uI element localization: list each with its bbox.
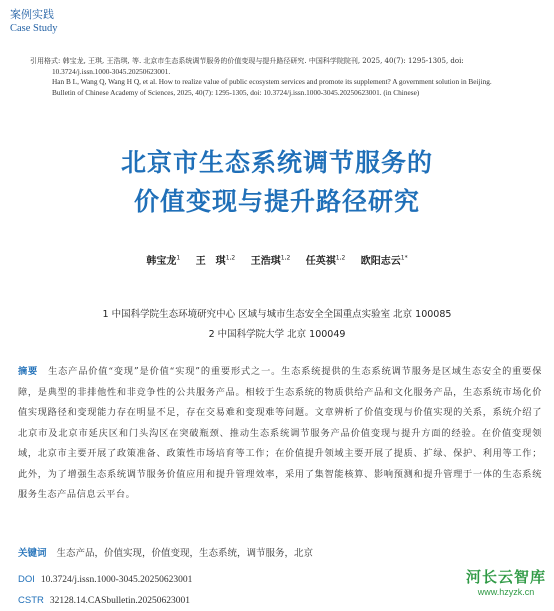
keywords-text: 生态产品，价值实现，价值变现，生态系统，调节服务，北京 bbox=[56, 548, 314, 559]
article-title-line1: 北京市生态系统调节服务的 bbox=[120, 148, 433, 177]
watermark-text: 河长云智库 bbox=[465, 568, 546, 586]
doi-line bbox=[18, 574, 192, 585]
author-affiliation-mark: 1,2 bbox=[225, 254, 236, 262]
citation-label: 引用格式: bbox=[30, 57, 61, 65]
keywords bbox=[18, 545, 313, 559]
author-name: 欧阳志云 bbox=[360, 256, 401, 267]
watermark bbox=[466, 566, 546, 597]
citation-cn-text: 韩宝龙, 王琪, 王浩琪, 等. 北京市生态系统调节服务的价值变现与提升路径研究. 中国科学院院刊, 2025, 40(7): 1295-1305, doi: bbox=[62, 57, 464, 65]
author bbox=[306, 256, 346, 267]
citation-en-line2: Bulletin of Chinese Academy of Sciences, 2025, 40(7): 1295-1305, doi: 10.3724/j.issn.1000-3045.20250623001. (in Chinese) bbox=[52, 87, 420, 97]
author bbox=[146, 256, 180, 267]
author-affiliation-mark: 1,2 bbox=[280, 254, 291, 262]
cstr-value: 32128.14.CASbulletin.20250623001 bbox=[49, 596, 191, 606]
citation-block bbox=[30, 56, 550, 98]
doi-label: DOI bbox=[18, 574, 35, 585]
author-name: 韩宝龙 bbox=[146, 256, 177, 267]
article-title-line2: 价值变现与提升路径研究 bbox=[133, 187, 420, 216]
author bbox=[196, 256, 236, 267]
author-name: 王 琪 bbox=[195, 256, 226, 267]
doi-value[interactable]: 10.3724/j.issn.1000-3045.20250623001 bbox=[40, 575, 193, 585]
abstract-heading: 摘要 bbox=[18, 366, 39, 377]
author-name: 任英祺 bbox=[305, 256, 336, 267]
citation-cn-doi: 10.3724/j.issn.1000-3045.20250623001. bbox=[52, 66, 171, 76]
section-label-en: Case Study bbox=[10, 23, 58, 34]
author-affiliation-mark: 1 bbox=[176, 254, 181, 262]
author bbox=[251, 256, 291, 267]
section-label-cn: 案例实践 bbox=[10, 8, 54, 21]
keywords-heading: 关键词 bbox=[18, 548, 47, 559]
abstract-text: 生态产品价值“变现”是价值“实现”的重要形式之一。生态系统提供的生态系统调节服务是区域生态安全的重要保障，是典型的非排他性和非竞争性的公共服务产品。相较于生态系统的物质供给产品和文化服务产品，生态系统市场化价值实现路径和变现能力存在明显不足，存在交易难和变现难等问题。文章辨析了价值变现与价值实现的关系，系统介绍了北京市及北京市延庆区和门头沟区在突破瓶颈、推动生态系统调节服务产品价值变现与提升方面的经验。在价值变现领域，北京市主要开展了政策准备、政策性市场培育等工作；在价值提升领域主要开展了提质、扩绿、保护、利用等工作；此外，为了增强生态系统调节服务价值应用和提升管理效率，采用了集智能核算、影响预测和提升管理于一体的生态系统服务生态产品信息云平台。 bbox=[18, 366, 543, 500]
abstract bbox=[18, 362, 542, 506]
author-name: 王浩琪 bbox=[250, 256, 281, 267]
author-list bbox=[0, 252, 554, 267]
cstr-line bbox=[18, 595, 190, 606]
author bbox=[361, 256, 408, 267]
cstr-label: CSTR bbox=[18, 595, 44, 606]
affiliation-1: 1 中国科学院生态环境研究中心 区域与城市生态安全全国重点实验室 北京 100085 bbox=[102, 309, 452, 320]
author-affiliation-mark: 1* bbox=[400, 254, 408, 262]
citation-en-line1: Han B L, Wang Q, Wang H Q, et al. How to realize value of public ecosystem services and promote its supplement? A government solution in Beijing. bbox=[52, 77, 492, 86]
watermark-url: www.hzyzk.cn bbox=[477, 587, 535, 597]
affiliation-2: 2 中国科学院大学 北京 100049 bbox=[208, 329, 346, 340]
section-label bbox=[10, 8, 58, 36]
author-affiliation-mark: 1,2 bbox=[335, 254, 346, 262]
